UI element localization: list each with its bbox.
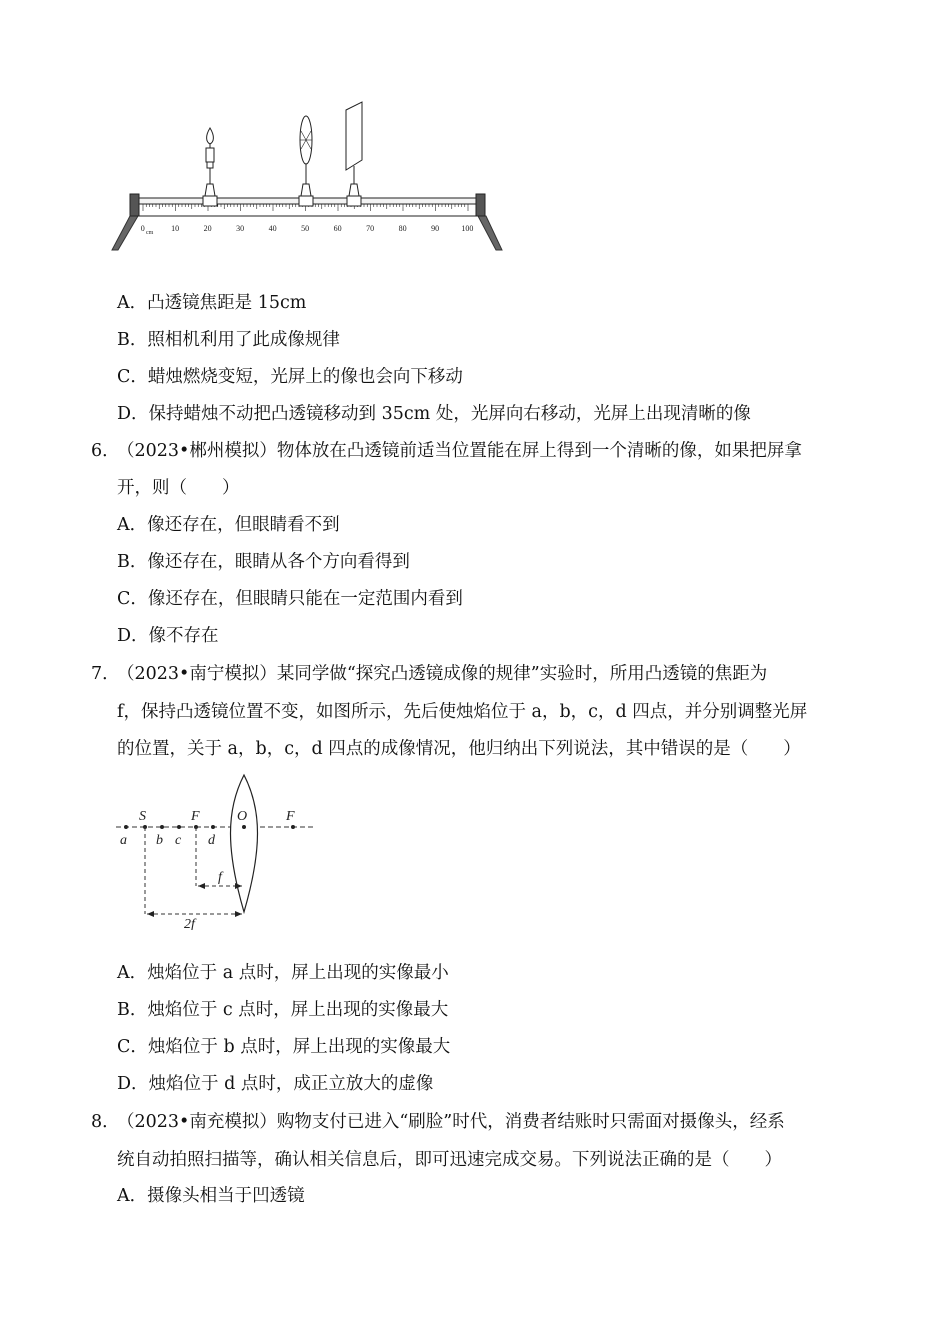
q7-number: 7． [91, 664, 120, 684]
q7-option-b: B．烛焰位于 c 点时，屏上出现的实像最大 [117, 1000, 449, 1020]
bench-right-leg [478, 216, 502, 250]
scale-tick-label: 10 [171, 224, 180, 233]
q6-stem-line1: （2023•郴州模拟）物体放在凸透镜前适当位置能在屏上得到一个清晰的像，如果把屏拿 [117, 441, 802, 461]
convex-lens [299, 116, 313, 206]
lens-shape [231, 775, 258, 912]
q6-option-b: B．像还存在，眼睛从各个方向看得到 [117, 552, 410, 572]
label-O: O [237, 809, 248, 824]
label-F-left: F [191, 809, 200, 824]
bench-left-leg [112, 216, 138, 250]
q8-number: 8． [91, 1112, 120, 1132]
q8-stem-line2: 统自动拍照扫描等，确认相关信息后，即可迅速完成交易。下列说法正确的是（ ） [117, 1150, 782, 1170]
q7-stem-line1: （2023•南宁模拟）某同学做“探究凸透镜成像的规律”实验时，所用凸透镜的焦距为 [117, 664, 768, 684]
scale-tick-label: 100 [461, 224, 474, 233]
q7-option-d: D．烛焰位于 d 点时，成正立放大的虚像 [117, 1074, 434, 1094]
label-2f: 2f [184, 917, 195, 930]
q7-option-c: C．烛焰位于 b 点时，屏上出现的实像最大 [117, 1037, 451, 1057]
label-c: c [175, 833, 182, 848]
scale-tick-label: cm [146, 230, 154, 236]
q6-option-c: C．像还存在，但眼睛只能在一定范围内看到 [117, 589, 463, 609]
q7-stem-line3: 的位置，关于 a，b，c，d 四点的成像情况，他归纳出下列说法，其中错误的是（ ） [117, 739, 801, 759]
label-S: S [139, 809, 146, 824]
label-a: a [120, 833, 127, 848]
label-d: d [208, 833, 215, 848]
q7-option-a: A．烛焰位于 a 点时，屏上出现的实像最小 [117, 963, 449, 983]
candle [203, 128, 217, 206]
q5-option-d: D．保持蜡烛不动把凸透镜移动到 35cm 处，光屏向右移动，光屏上出现清晰的像 [117, 404, 751, 424]
bench-right-end [476, 194, 485, 216]
q6-stem-line2: 开，则（ ） [117, 478, 240, 498]
q5-option-c: C．蜡烛燃烧变短，光屏上的像也会向下移动 [117, 367, 463, 387]
q5-option-b: B．照相机利用了此成像规律 [117, 330, 340, 350]
scale-tick-label: 40 [268, 224, 277, 233]
light-screen [346, 102, 362, 206]
q6-number: 6． [91, 441, 120, 461]
scale-tick-label: 90 [431, 224, 440, 233]
scale-tick-label: 80 [398, 224, 407, 233]
scale-tick-label: 30 [236, 224, 245, 233]
lens-diagram-figure [110, 770, 330, 930]
bench-left-end [130, 194, 139, 216]
q7-stem-line2: f，保持凸透镜位置不变，如图所示，先后使烛焰位于 a，b，c，d 四点，并分别调整光屏 [117, 702, 808, 722]
label-b: b [156, 833, 163, 848]
q8-option-a: A．摄像头相当于凹透镜 [117, 1186, 305, 1206]
q6-option-d: D．像不存在 [117, 626, 219, 646]
optical-bench-figure [110, 98, 505, 253]
q6-option-a: A．像还存在，但眼睛看不到 [117, 515, 340, 535]
scale-tick-label: 20 [203, 224, 212, 233]
label-f: f [218, 870, 222, 885]
q5-option-a: A．凸透镜焦距是 15cm [117, 293, 307, 313]
scale-tick-label: 60 [333, 224, 342, 233]
scale-tick-label: 50 [301, 224, 310, 233]
scale-tick-label: 70 [366, 224, 375, 233]
scale-tick-label: 0 [140, 224, 145, 233]
q8-stem-line1: （2023•南充模拟）购物支付已进入“刷脸”时代，消费者结账时只需面对摄像头，经系 [117, 1112, 785, 1132]
scale-tick-labels [141, 224, 474, 236]
label-F-right: F [286, 809, 295, 824]
